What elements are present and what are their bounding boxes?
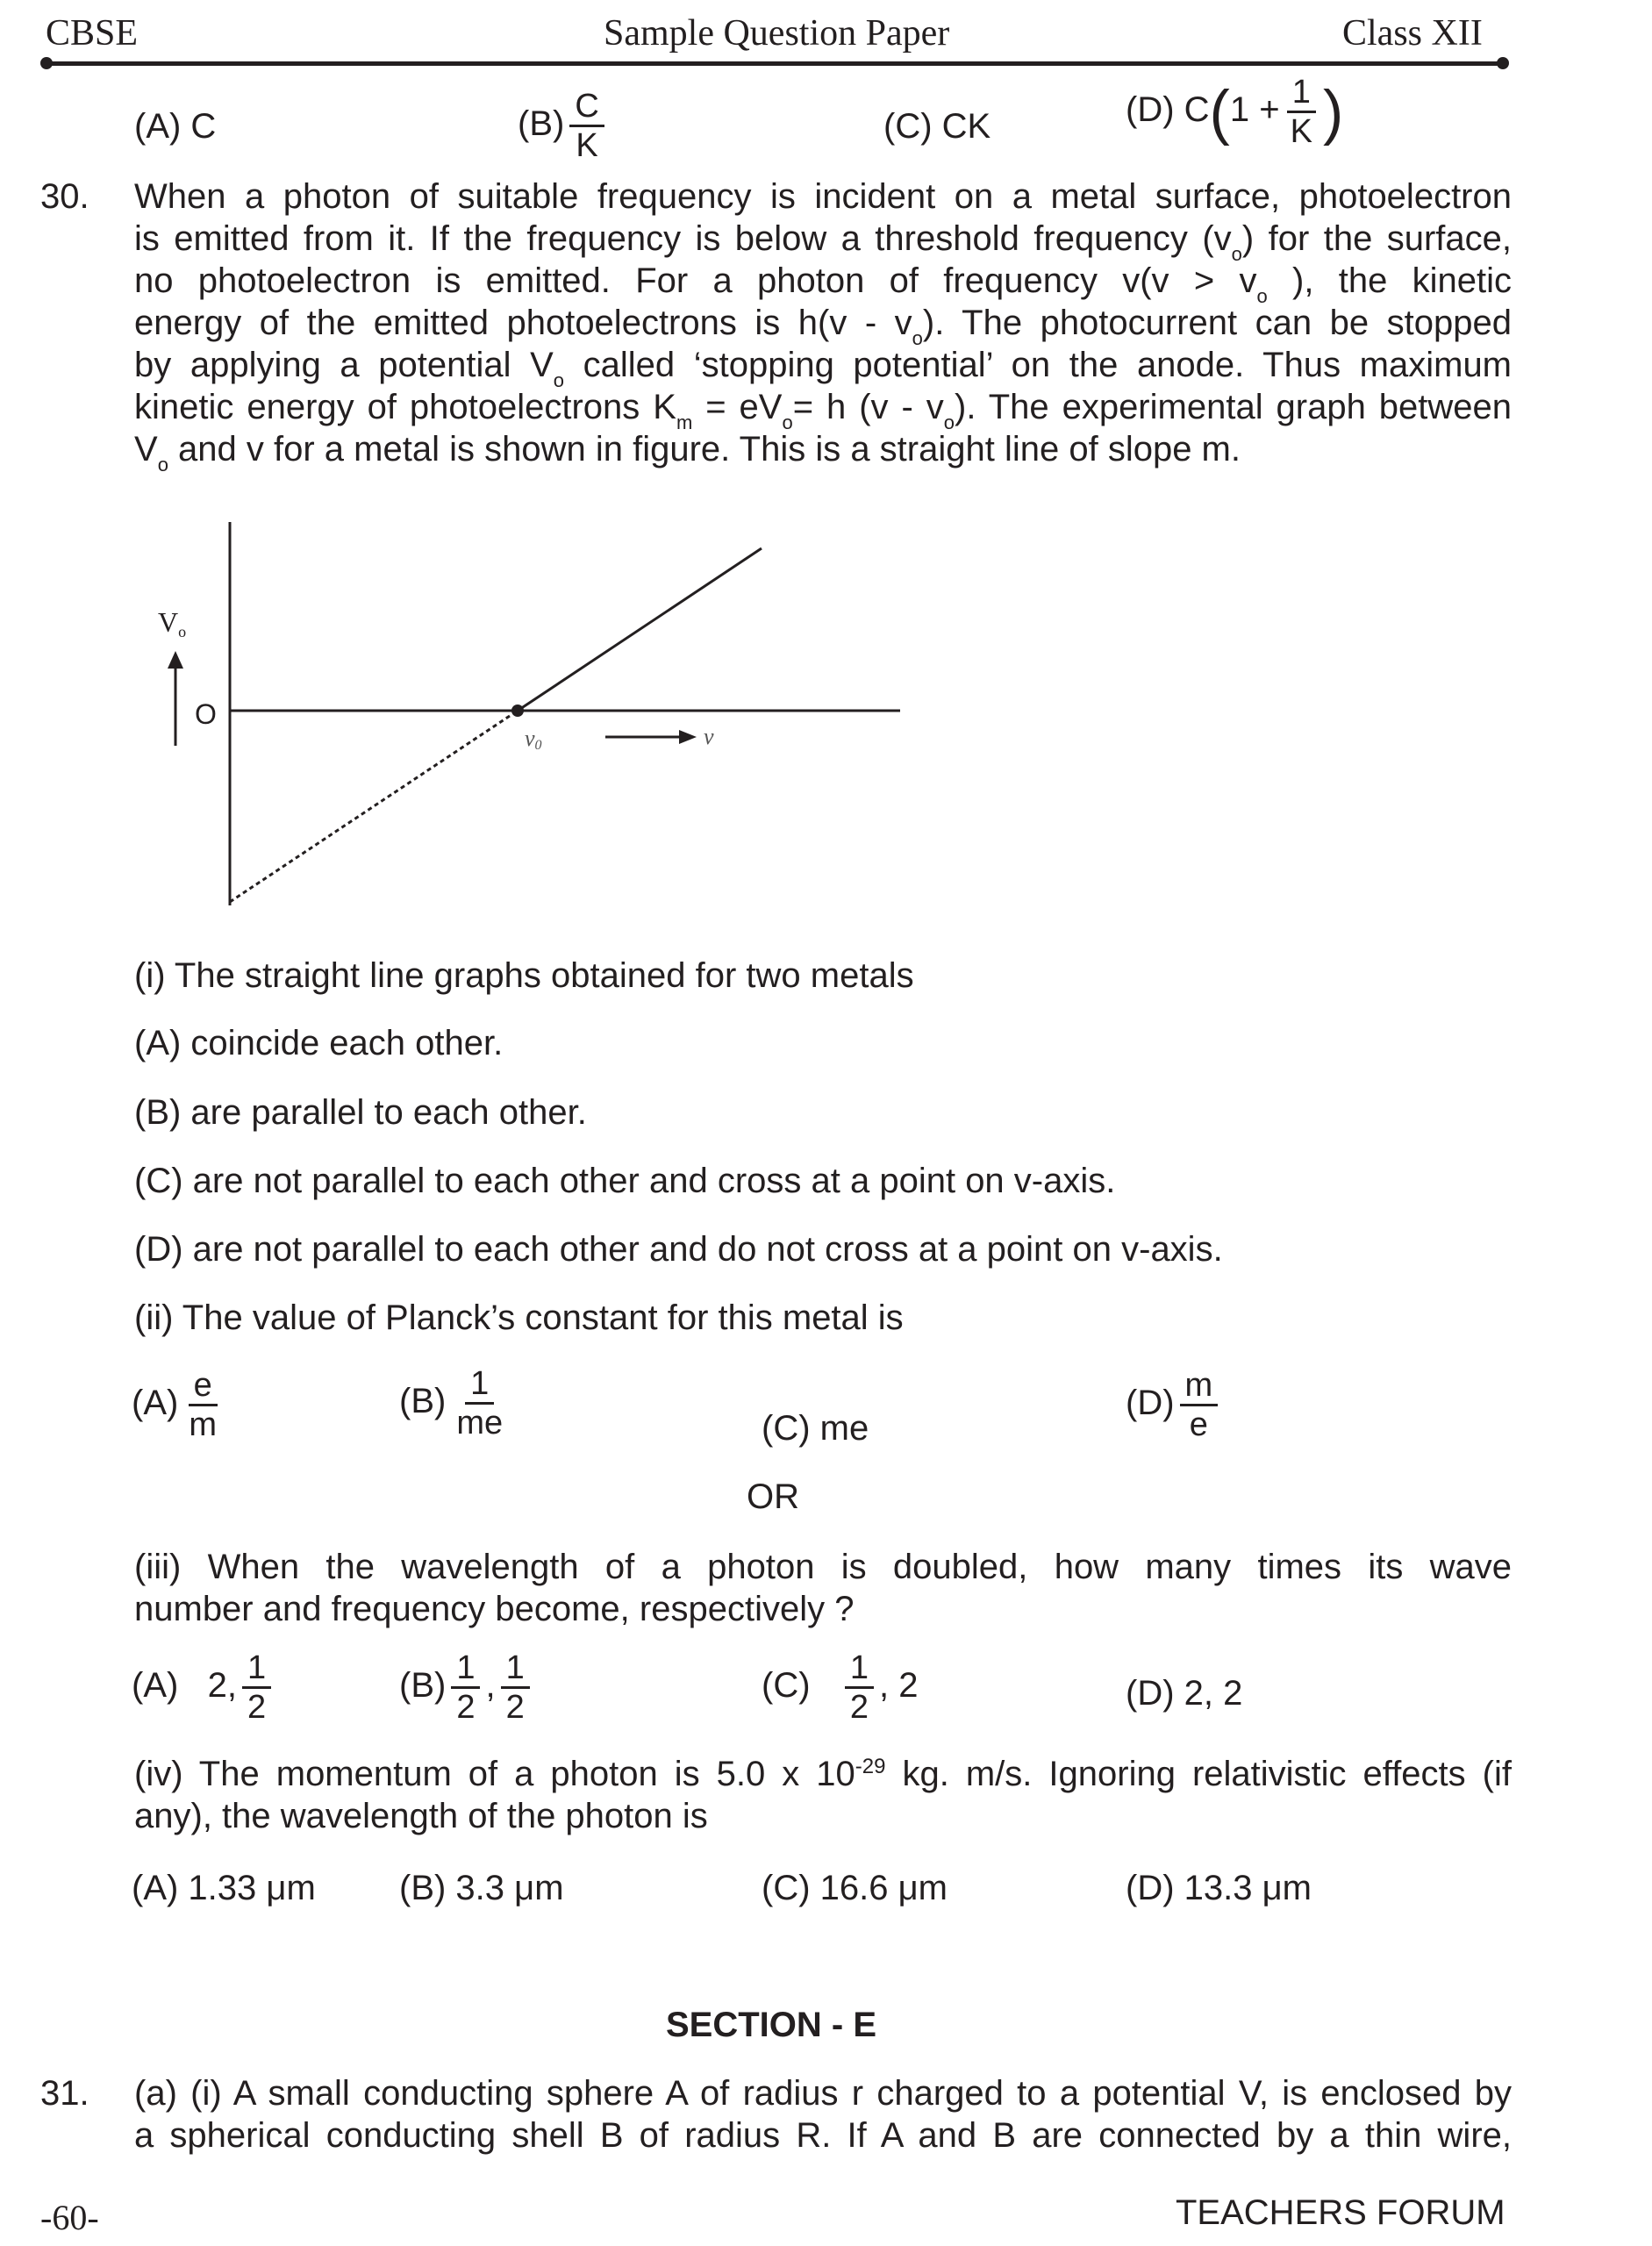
- q30-part-i-option-a: (A) coincide each other.: [134, 1024, 504, 1062]
- graph-threshold-point: [511, 705, 524, 717]
- q30-line-1: When a photon of suitable frequency is incident on a metal surface, photoelectron: [134, 177, 1512, 216]
- q30-part-ii-option-a: (A) $\frac{e}{m}$: [132, 1367, 217, 1443]
- q30-part-iv-option-b: (B) 3.3 μm: [399, 1869, 564, 1907]
- q29-option-a: (A) C: [134, 107, 217, 146]
- question-number-30: 30.: [40, 177, 89, 216]
- graph-x-label: ν: [704, 724, 714, 749]
- q30-part-iv-option-a: (A) 1.33 μm: [132, 1869, 316, 1907]
- q31-text: (a) (i) A small conducting sphere A of radius r charged to a potential V, is enclosed by a spherical conducting shell B of radius R. If A and B are connected by a thin wire,: [134, 2074, 1512, 2155]
- q30-part-i-option-d: (D) are not parallel to each other and do not cross at a point on v-axis.: [134, 1230, 1223, 1269]
- q30-part-ii-option-c: (C) me: [762, 1409, 869, 1448]
- q29-option-d: (D) C(1 + $\frac{1}{K}$ ): [1126, 74, 1344, 150]
- graph-y-arrowhead: [168, 651, 183, 669]
- question-number-31: 31.: [40, 2074, 89, 2113]
- graph-y-label: Vo: [158, 606, 187, 640]
- q29-option-b: (B) $\frac{C}{K}$: [518, 88, 610, 164]
- q30-line-5: by applying a potential $V_o$ called ‘stopping potential’ on the anode. Thus maximum: [134, 346, 1513, 391]
- q30-line-2: is emitted from it. If the frequency is below a threshold frequency $(v_o)$ for the surface,: [134, 219, 1512, 265]
- q30-passage: [134, 175, 1513, 476]
- q30-part-iv-option-c: (C) 16.6 μm: [762, 1869, 948, 1907]
- q30-part-ii-question: (ii) The value of Planck’s constant for this metal is: [134, 1298, 904, 1337]
- q30-line-6: kinetic energy of photoelectrons $K_m = eV_o= h$ $(v - v_o)$. The experimental graph between: [134, 388, 1513, 433]
- q30-line-4: energy of the emitted photoelectrons is $h(v - v_o)$. The photocurrent can be stopped: [134, 304, 1513, 349]
- q30-line-3: no photoelectron is emitted. For a photon of frequency $v(v > v_o$ ), the kinetic: [134, 261, 1513, 307]
- footer-brand: TEACHERS FORUM: [1176, 2193, 1505, 2232]
- stopping-potential-graph: [149, 509, 921, 921]
- graph-dashed-extension: [230, 711, 518, 902]
- q30-part-ii-option-d: (D) $\frac{m}{e}$: [1126, 1367, 1223, 1443]
- header-rule: [46, 61, 1504, 66]
- q30-part-iii-question: (iii) When the wavelength of a photon is doubled, how many times its wave number and frequency become, respectively ?: [134, 1548, 1512, 1628]
- q30-part-iii-option-d: (D) 2, 2: [1126, 1674, 1243, 1713]
- q30-part-i-option-b: (B) are parallel to each other.: [134, 1093, 587, 1132]
- q30-part-iii-option-a: (A) 2, $\frac{1}{2}$: [132, 1649, 276, 1726]
- q30-part-iii-option-b: (B) $\frac{1}{2}$ , $\frac{1}{2}$: [399, 1649, 535, 1726]
- header-right: Class XII: [1342, 13, 1483, 54]
- section-e-heading: SECTION - E: [666, 2006, 877, 2044]
- q30-line-7: $V_o$ and v for a metal is shown in figure. This is a straight line of slope m.: [134, 430, 1241, 476]
- q30-part-ii-option-b: (B) $\frac{1}{me}$: [399, 1365, 504, 1441]
- graph-solid-line: [518, 548, 762, 711]
- q30-part-i-option-c: (C) are not parallel to each other and cross at a point on v-axis.: [134, 1162, 1116, 1200]
- header-left: CBSE: [46, 13, 139, 54]
- page-number: -60-: [40, 2198, 99, 2237]
- graph-threshold-label: ν0: [525, 726, 542, 753]
- q30-part-i-question: (i) The straight line graphs obtained for two metals: [134, 956, 914, 995]
- header-center: Sample Question Paper: [604, 13, 950, 54]
- graph-origin-label: O: [195, 698, 217, 730]
- q29-option-c: (C) CK: [883, 107, 991, 146]
- q30-part-iii-option-c: (C) $\frac{1}{2}$ , 2: [762, 1649, 919, 1726]
- q30-part-iv-option-d: (D) 13.3 μm: [1126, 1869, 1312, 1907]
- q30-or-divider: OR: [747, 1477, 799, 1516]
- q30-part-iv-question: (iv) The momentum of a photon is 5.0 x $10^{-29}$ kg. m/s. Ignoring relativistic effects (if any), the wavelength of the photon is: [134, 1755, 1512, 1835]
- graph-x-arrowhead: [679, 730, 697, 744]
